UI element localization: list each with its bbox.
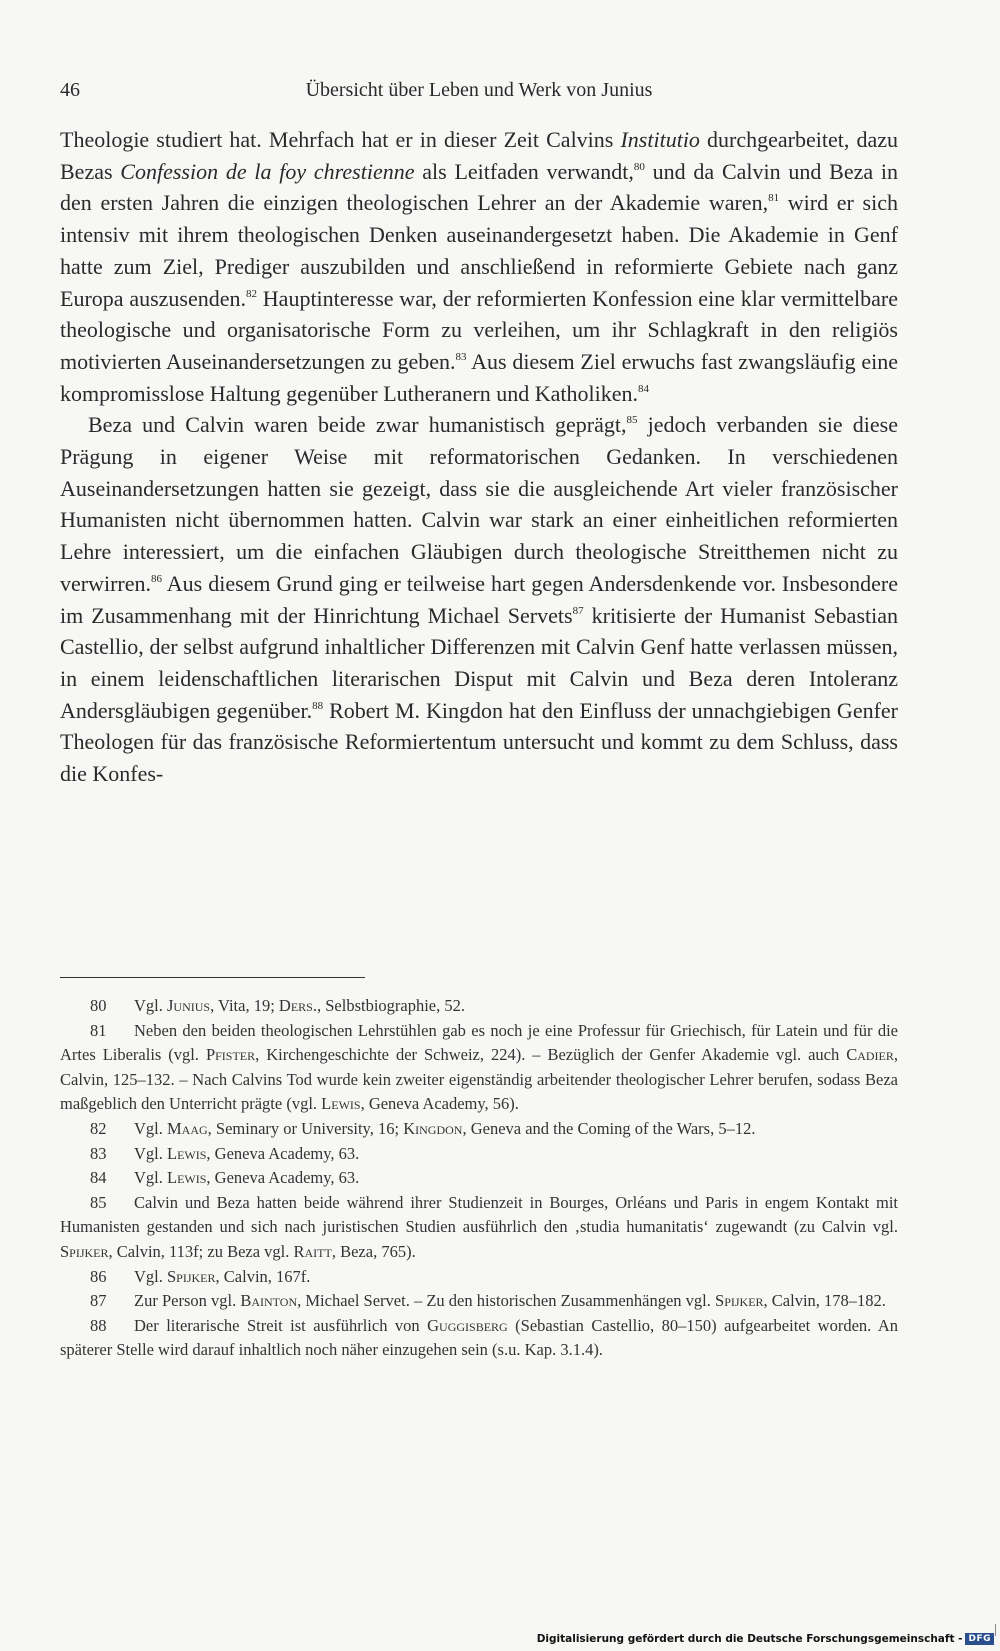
footnote-number: 80 [90, 996, 107, 1015]
text-span: , Kirchengeschichte der Schweiz, 224). – Bezüglich der Genfer Akademie vgl. auch [255, 1045, 847, 1065]
text-span: , Calvin, 113f; zu Beza vgl. [108, 1241, 294, 1261]
text-span: , Calvin, 167f. [215, 1266, 311, 1286]
text-span: Vgl. [134, 996, 167, 1015]
author-name: Lewis [167, 1168, 207, 1188]
text-span: durchgearbeitet, dazu Bezas [60, 127, 899, 184]
text-span: , Geneva and the Coming of the Wars, 5–12. [462, 1118, 756, 1138]
author-name: Bainton [240, 1291, 298, 1311]
text-span: , Beza, 765). [331, 1241, 416, 1261]
text-span: und da Calvin und Beza in den ersten Jahren die einzigen theologischen Lehrer an der Akademie waren, [60, 158, 898, 216]
text-span: (Sebastian Castellio, 80–150) aufgearbeitet worden. An späterer Stelle wird darauf inhaltlich noch näher einzugehen sein (s.u. Kap. 3.1.4). [60, 1315, 898, 1360]
footnote-number: 88 [90, 1315, 107, 1335]
text-span: als Leitfaden verwandt, [414, 158, 634, 184]
footnote-81 [60, 1019, 898, 1117]
text-span: , Geneva Academy, 63. [206, 1168, 360, 1188]
footnote-ref[interactable]: 84 [637, 382, 649, 395]
text-span: Vgl. [134, 1143, 167, 1163]
text-span: , Michael Servet. – Zu den historischen Zusammenhängen vgl. [297, 1291, 716, 1311]
text-span: Robert M. Kingdon hat den Einfluss der unnachgiebigen Genfer Theologen für das französische Reformiertentum untersucht und kommt zu dem Schluss, dass die Konfes- [60, 697, 898, 787]
text-span: , Calvin, 178–182. [763, 1291, 886, 1311]
footnote-ref[interactable]: 80 [633, 160, 645, 173]
footnote-number: 84 [90, 1168, 107, 1188]
footnote-ref[interactable]: 86 [151, 572, 163, 585]
author-name: Spijker [60, 1241, 109, 1261]
page-header [60, 74, 898, 106]
footnote-84 [60, 1166, 898, 1191]
footnote-divider [60, 977, 365, 978]
text-span: , Geneva Academy, 56). [360, 1094, 519, 1114]
author-name: Guggisberg [427, 1315, 508, 1335]
author-name: Cadier [846, 1045, 894, 1065]
main-text [60, 124, 898, 790]
paragraph [60, 124, 898, 409]
footnote-80 [60, 994, 898, 1019]
text-span: Neben den beiden theologischen Lehrstühlen gab es noch je eine Professur für Griechisch, für Latein und für die Artes Liberalis (vgl. [60, 1020, 898, 1065]
author-name: Raitt [293, 1241, 332, 1261]
footnote-87 [60, 1289, 898, 1314]
footnote-ref[interactable]: 83 [455, 350, 467, 363]
footnote-number: 86 [90, 1266, 107, 1286]
text-span: , Geneva Academy, 63. [206, 1143, 360, 1163]
footnote-85 [60, 1191, 898, 1265]
footnote-number: 83 [90, 1143, 107, 1163]
text-span: Vgl. [134, 1168, 167, 1188]
text-span: Calvin und Beza hatten beide während ihrer Studienzeit in Bourges, Orléans und Paris in engem Kontakt mit Humanisten gestanden und sich nach juristischen Studien ausführlich den ‚studia humanitatis‘ zugewandt (zu Calvin vgl. [60, 1192, 898, 1237]
footnote-86 [60, 1265, 898, 1290]
footnote-number: 81 [90, 1020, 107, 1040]
footnote-83 [60, 1142, 898, 1167]
footnote-ref[interactable]: 81 [768, 192, 780, 205]
text-span: Beza und Calvin waren beide zwar humanistisch geprägt, [88, 412, 627, 438]
author-name: Lewis [321, 1094, 361, 1114]
book-title: Institutio [620, 127, 700, 152]
funding-footer [537, 1633, 994, 1645]
footnote-number: 82 [90, 1118, 107, 1138]
footnote-82 [60, 1117, 898, 1142]
author-name: Spijker [167, 1266, 216, 1286]
footnote-number: 87 [90, 1291, 107, 1311]
author-name: Ders [278, 996, 313, 1015]
footnote-number: 85 [90, 1192, 107, 1212]
text-span: , Calvin, 125–132. – Nach Calvins Tod wurde kein zweiter eigenständig arbeitender theologischer Lehrer berufen, sodass Beza maßgeblich den Unterricht prägte (vgl. [60, 1045, 898, 1114]
text-span: , Seminary or University, 16; [207, 1118, 404, 1138]
text-span: , Vita, 19; [210, 996, 279, 1015]
text-span: Aus diesem Grund ging er teilweise hart gegen Andersdenkende vor. Insbesondere im Zusammenhang mit der Hinrichtung Michael Servets [60, 570, 898, 628]
running-head: Übersicht über Leben und Werk von Junius [305, 79, 653, 101]
text-span: Der literarische Streit ist ausführlich von [134, 1315, 428, 1335]
footnote-88 [60, 1314, 898, 1363]
text-span: wird er sich intensiv mit ihrem theologischen Denken auseinandergesetzt haben. Die Akademie in Genf hatte zum Ziel, Prediger auszubilden und anschließend in reformierte Gebiete nach ganz Europa auszusenden. [60, 190, 898, 311]
text-span: Vgl. [134, 1266, 167, 1286]
page-number: 46 [60, 79, 80, 101]
paragraph [60, 409, 898, 789]
text-span: Aus diesem Ziel erwuchs fast zwangsläufig eine kompromisslose Haltung gegenüber Lutheranern und Katholiken. [60, 348, 899, 406]
text-span: Theologie studiert hat. Mehrfach hat er in dieser Zeit Calvins [60, 127, 621, 152]
footnotes [60, 994, 898, 1363]
text-span: kritisierte der Humanist Sebastian Castellio, der selbst aufgrund inhaltlicher Differenzen mit Calvin Genf hatte verlassen müssen, in einem leidenschaftlichen literarischen Disput mit Calvin und Beza deren Intoleranz Andersgläubigen gegenüber. [60, 602, 898, 723]
text-span: Zur Person vgl. [134, 1291, 241, 1311]
funding-notice: Digitalisierung gefördert durch die Deutsche Forschungsgemeinschaft - [536, 1633, 963, 1645]
footnote-ref[interactable]: 88 [312, 699, 324, 712]
footnote-ref[interactable]: 82 [246, 287, 257, 300]
author-name: Kingdon [403, 1118, 463, 1138]
text-span: Hauptinteresse war, der reformierten Konfession eine klar vermittelbare theologische und organisatorische Form zu verleihen, um ihr Schlagkraft in den religiös motivierten Auseinandersetzungen zu geben. [60, 285, 898, 374]
dfg-logo: DFG [965, 1633, 994, 1645]
author-name: Junius [167, 996, 211, 1015]
footnote-ref[interactable]: 87 [572, 604, 584, 617]
footnote-ref[interactable]: 85 [626, 414, 638, 427]
author-name: Maag [167, 1118, 208, 1138]
text-span: jedoch verbanden sie diese Prägung in eigener Weise mit reformatorischen Gedanken. In verschiedenen Auseinandersetzungen hatten sie gezeigt, dass sie die ausgleichende Art vieler französischer Humanisten nicht übernommen hatten. Calvin war stark an einer einheitlichen reformierten Lehre interessiert, um die einfachen Gläubigen durch theologische Streitthemen nicht zu verwirren. [60, 412, 898, 596]
author-name: Lewis [167, 1143, 207, 1163]
text-span: ., Selbstbiographie, 52. [312, 996, 466, 1015]
author-name: Spijker [715, 1291, 764, 1311]
page-edge-mark [995, 1624, 996, 1636]
author-name: Pfister [205, 1045, 256, 1065]
book-title: Confession de la foy chrestienne [120, 158, 415, 184]
text-span: Vgl. [134, 1118, 167, 1138]
